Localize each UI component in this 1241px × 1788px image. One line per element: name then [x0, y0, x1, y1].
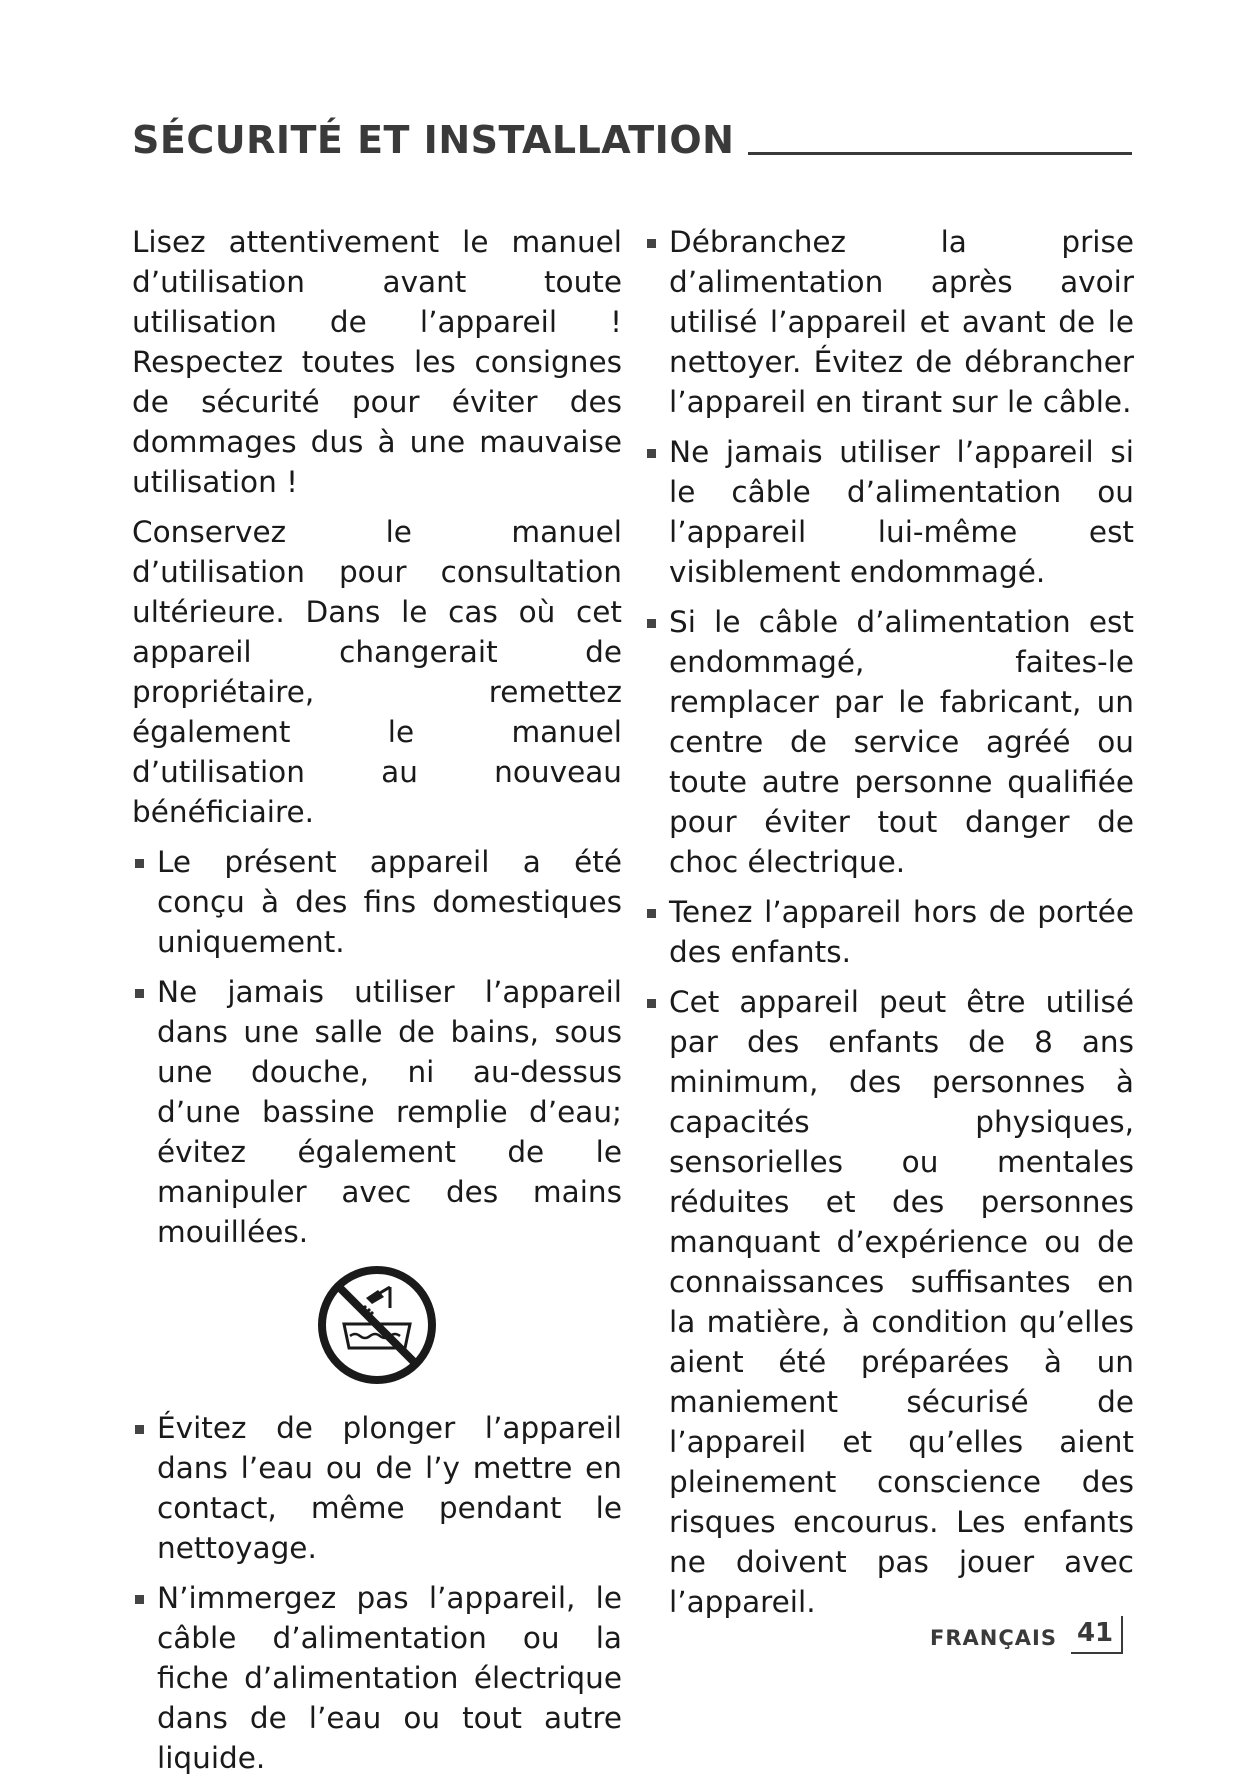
- list-item: [644, 982, 1134, 1622]
- bullet-square-icon: [647, 239, 656, 248]
- intro-paragraph: Lisez attentivement le manuel d’utilisation avant toute utilisation de l’appareil ! Respectez toutes les consignes de sécurité pour éviter des dommages dus à une mauvaise utilisation !: [132, 225, 622, 499]
- list-item-text: Tenez l’appareil hors de portée des enfants.: [669, 895, 1134, 969]
- safety-list: [132, 1408, 622, 1778]
- bullet-square-icon: [647, 999, 656, 1008]
- list-item-text: Cet appareil peut être utilisé par des enfants de 8 ans minimum, des personnes à capacités physiques, sensorielles ou mentales réduites et des personnes manquant d’expérience ou de connaissances suffisantes en la matière, à condition qu’elles aient été préparées à un maniement sécurisé de l’appareil et qu’elles aient pleinement conscience des risques encourus. Les enfants ne doivent pas jouer avec l’appareil.: [669, 985, 1134, 1619]
- title-rule: [748, 152, 1132, 155]
- list-item: [132, 842, 622, 962]
- list-item-text: N’immergez pas l’appareil, le câble d’alimentation ou la fiche d’alimentation électrique dans de l’eau ou tout autre liquide.: [157, 1581, 622, 1775]
- page-number: 41: [1071, 1616, 1123, 1654]
- bullet-square-icon: [135, 1595, 144, 1604]
- page-header: [132, 112, 1132, 162]
- right-column: [644, 222, 1134, 1632]
- bullet-square-icon: [647, 449, 656, 458]
- page-footer: [930, 1612, 1123, 1654]
- left-column: [132, 222, 622, 1788]
- bullet-square-icon: [135, 989, 144, 998]
- bullet-square-icon: [135, 1425, 144, 1434]
- list-item-text: Si le câble d’alimentation est endommagé, faites-le remplacer par le fabricant, un centre de service agréé ou toute autre personne qualifiée pour éviter tout danger de choc électrique.: [669, 605, 1134, 879]
- list-item-text: Ne jamais utiliser l’appareil dans une salle de bains, sous une douche, ni au-dessus d’une bassine remplie d’eau; évitez également de le manipuler avec des mains mouillées.: [157, 975, 622, 1249]
- list-item: [644, 222, 1134, 422]
- list-item: [644, 432, 1134, 592]
- bullet-square-icon: [135, 859, 144, 868]
- list-item-text: Le présent appareil a été conçu à des fins domestiques uniquement.: [157, 845, 622, 959]
- intro-paragraph: Conservez le manuel d’utilisation pour consultation ultérieure. Dans le cas où cet appareil changerait de propriétaire, remettez également le manuel d’utilisation au nouveau bénéficiaire.: [132, 515, 622, 829]
- list-item: [132, 1578, 622, 1778]
- safety-list: [132, 842, 622, 1252]
- bullet-square-icon: [647, 619, 656, 628]
- no-bathtub-sign-icon: [316, 1264, 438, 1386]
- sign-container: [132, 1264, 622, 1386]
- list-item: [132, 1408, 622, 1568]
- list-item-text: Évitez de plonger l’appareil dans l’eau ou de l’y mettre en contact, même pendant le nettoyage.: [157, 1411, 622, 1565]
- list-item: [132, 972, 622, 1252]
- list-item-text: Ne jamais utiliser l’appareil si le câble d’alimentation ou l’appareil lui-même est visiblement endommagé.: [669, 435, 1134, 589]
- page-title: SÉCURITÉ ET INSTALLATION: [132, 118, 735, 162]
- list-item: [644, 892, 1134, 972]
- bullet-square-icon: [647, 909, 656, 918]
- footer-language: FRANÇAIS: [930, 1626, 1057, 1650]
- list-item-text: Débranchez la prise d’alimentation après avoir utilisé l’appareil et avant de le nettoyer. Évitez de débrancher l’appareil en tirant sur le câble.: [669, 225, 1134, 419]
- safety-list: [644, 222, 1134, 1622]
- list-item: [644, 602, 1134, 882]
